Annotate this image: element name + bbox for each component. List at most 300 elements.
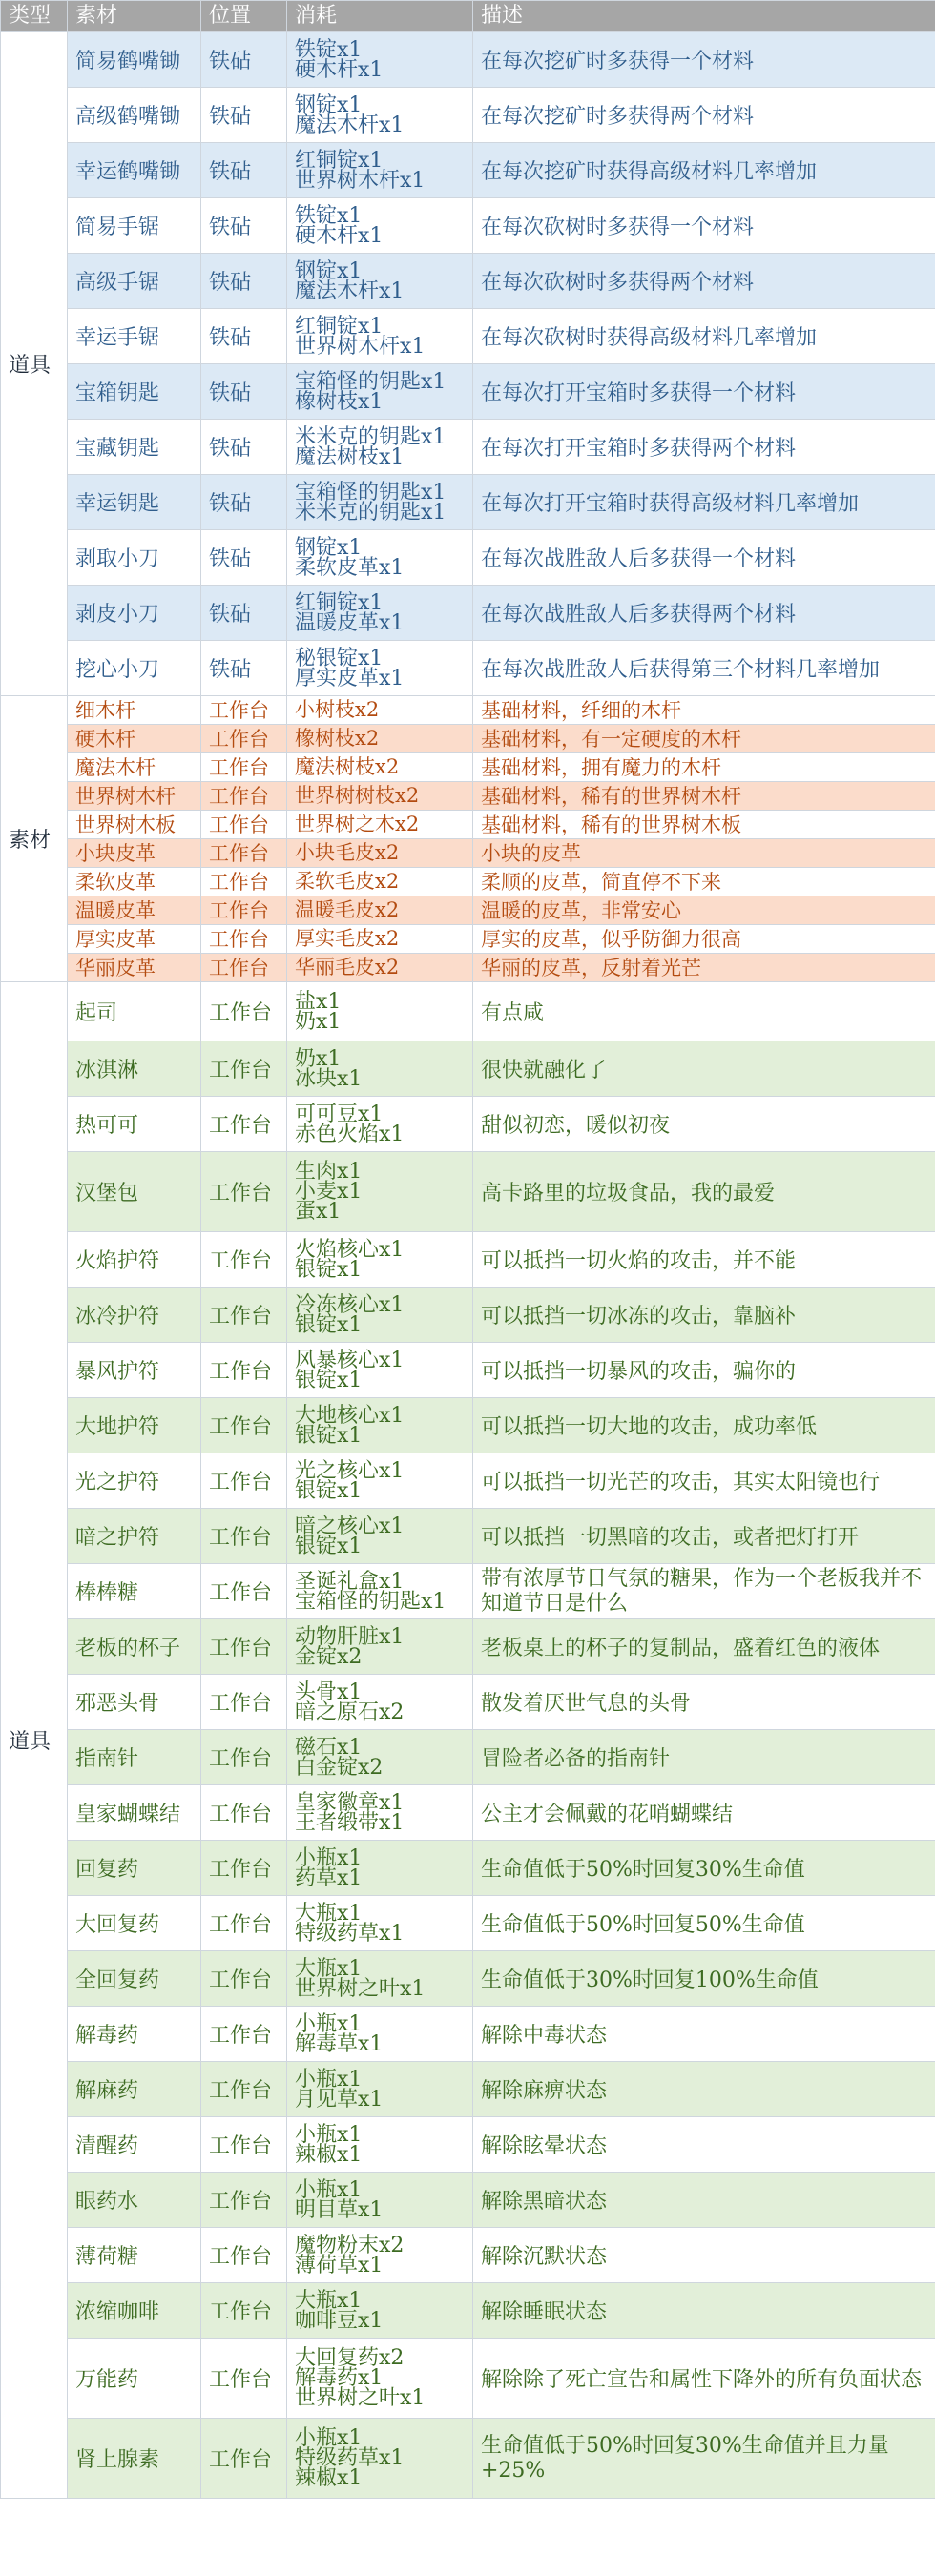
cost-line: 大瓶x1 — [295, 1901, 363, 1926]
item-description: 散发着厌世气息的头骨 — [473, 1675, 935, 1730]
cost-line: 磁石x1 — [295, 1735, 363, 1760]
item-cost — [287, 530, 473, 586]
item-location: 铁砧 — [201, 586, 287, 641]
item-cost — [287, 1453, 473, 1509]
item-name: 硬木杆 — [68, 725, 201, 753]
item-description: 基础材料，有一定硬度的木杆 — [473, 725, 935, 753]
cost-line: 魔法木杆x1 — [295, 113, 405, 137]
cost-line: 小瓶x1 — [295, 2067, 363, 2092]
item-cost — [287, 198, 473, 254]
table-row — [1, 1343, 935, 1398]
table-row — [1, 32, 935, 88]
item-cost — [287, 925, 473, 954]
item-location: 工作台 — [201, 811, 287, 839]
table-row — [1, 143, 935, 198]
item-location: 工作台 — [201, 1785, 287, 1841]
item-cost — [287, 1288, 473, 1343]
table-row — [1, 309, 935, 364]
item-description: 可以抵挡一切黑暗的攻击，或者把灯打开 — [473, 1509, 935, 1564]
item-location: 工作台 — [201, 896, 287, 925]
item-description: 在每次砍树时多获得一个材料 — [473, 198, 935, 254]
cost-line: 小瓶x1 — [295, 2011, 363, 2036]
item-name: 火焰护符 — [68, 1232, 201, 1288]
item-name: 华丽皮革 — [68, 954, 201, 982]
item-location: 工作台 — [201, 1619, 287, 1675]
table-row — [1, 586, 935, 641]
item-description: 基础材料，稀有的世界树木杆 — [473, 782, 935, 811]
table-row — [1, 1951, 935, 2007]
cost-line: 秘银锭x1 — [295, 646, 384, 670]
item-name: 暗之护符 — [68, 1509, 201, 1564]
item-cost — [287, 753, 473, 782]
item-cost — [287, 1509, 473, 1564]
cost-line: 小麦x1 — [295, 1180, 363, 1204]
item-description: 在每次战胜敌人后多获得一个材料 — [473, 530, 935, 586]
cost-line: 宝箱怪的钥匙x1 — [295, 1589, 447, 1614]
item-cost — [287, 2339, 473, 2419]
item-location: 铁砧 — [201, 198, 287, 254]
item-name: 汉堡包 — [68, 1152, 201, 1232]
item-name: 浓缩咖啡 — [68, 2283, 201, 2339]
cost-line: 可可豆x1 — [295, 1102, 384, 1126]
item-location: 工作台 — [201, 725, 287, 753]
item-description: 可以抵挡一切火焰的攻击，并不能 — [473, 1232, 935, 1288]
item-location: 工作台 — [201, 696, 287, 725]
item-location: 工作台 — [201, 1152, 287, 1232]
item-location: 工作台 — [201, 2062, 287, 2117]
item-name: 薄荷糖 — [68, 2228, 201, 2283]
item-cost — [287, 839, 473, 868]
cost-line: 红铜锭x1 — [295, 590, 384, 615]
item-cost — [287, 1675, 473, 1730]
item-location: 铁砧 — [201, 420, 287, 475]
item-location: 工作台 — [201, 1232, 287, 1288]
item-location: 工作台 — [201, 982, 287, 1041]
table-row — [1, 1675, 935, 1730]
cost-line: 小瓶x1 — [295, 2122, 363, 2147]
item-name: 冰冷护符 — [68, 1288, 201, 1343]
item-name: 宝箱钥匙 — [68, 364, 201, 420]
cost-line: 赤色火焰x1 — [295, 1122, 405, 1146]
cost-line: 橡树枝x1 — [295, 389, 384, 414]
item-description: 在每次砍树时多获得两个材料 — [473, 254, 935, 309]
item-location: 工作台 — [201, 1288, 287, 1343]
item-name: 回复药 — [68, 1841, 201, 1896]
cost-line: 宝箱怪的钥匙x1 — [295, 480, 447, 505]
table-row — [1, 2117, 935, 2173]
cost-line: 温暖毛皮x2 — [295, 898, 400, 921]
item-location: 铁砧 — [201, 475, 287, 530]
cost-line: 特级药草x1 — [295, 2446, 405, 2470]
item-location: 工作台 — [201, 2283, 287, 2339]
item-cost — [287, 896, 473, 925]
item-location: 铁砧 — [201, 530, 287, 586]
cost-line: 小瓶x1 — [295, 1845, 363, 1870]
cost-line: 冷冻核心x1 — [295, 1292, 405, 1317]
item-cost — [287, 1398, 473, 1453]
item-cost — [287, 254, 473, 309]
item-description: 基础材料，拥有魔力的木杆 — [473, 753, 935, 782]
item-location: 工作台 — [201, 1951, 287, 2007]
item-cost — [287, 2173, 473, 2228]
cost-line: 大地核心x1 — [295, 1403, 405, 1428]
item-cost — [287, 1041, 473, 1097]
item-name: 幸运手锯 — [68, 309, 201, 364]
header-type: 类型 — [1, 1, 68, 32]
item-description: 可以抵挡一切暴风的攻击，骗你的 — [473, 1343, 935, 1398]
item-location: 工作台 — [201, 925, 287, 954]
category-cell: 素材 — [1, 696, 68, 982]
item-location: 工作台 — [201, 2339, 287, 2419]
cost-line: 药草x1 — [295, 1865, 363, 1890]
item-description: 解除中毒状态 — [473, 2007, 935, 2062]
table-row — [1, 2173, 935, 2228]
table-row — [1, 1097, 935, 1152]
item-cost — [287, 2062, 473, 2117]
item-cost — [287, 696, 473, 725]
table-row — [1, 475, 935, 530]
cost-line: 柔软毛皮x2 — [295, 870, 400, 893]
item-location: 铁砧 — [201, 254, 287, 309]
cost-line: 光之核心x1 — [295, 1458, 405, 1483]
cost-line: 冰块x1 — [295, 1066, 363, 1091]
cost-line: 铁锭x1 — [295, 203, 363, 228]
cost-line: 暗之原石x2 — [295, 1700, 405, 1724]
table-row — [1, 1841, 935, 1896]
cost-line: 魔法树枝x1 — [295, 444, 405, 469]
table-row — [1, 88, 935, 143]
item-location: 工作台 — [201, 1730, 287, 1785]
cost-line: 柔软皮革x1 — [295, 555, 405, 580]
item-description: 可以抵挡一切光芒的攻击，其实太阳镜也行 — [473, 1453, 935, 1509]
item-name: 热可可 — [68, 1097, 201, 1152]
cost-line: 温暖皮革x1 — [295, 610, 405, 635]
item-cost — [287, 1343, 473, 1398]
item-location: 工作台 — [201, 1896, 287, 1951]
item-location: 工作台 — [201, 839, 287, 868]
item-location: 工作台 — [201, 1398, 287, 1453]
cost-line: 明目草x1 — [295, 2197, 384, 2222]
table-row — [1, 896, 935, 925]
cost-line: 红铜锭x1 — [295, 148, 384, 173]
cost-line: 钢锭x1 — [295, 258, 363, 283]
cost-line: 大瓶x1 — [295, 2288, 363, 2313]
cost-line: 头骨x1 — [295, 1680, 363, 1704]
item-name: 简易手锯 — [68, 198, 201, 254]
cost-line: 魔物粉末x2 — [295, 2233, 405, 2257]
item-cost — [287, 2228, 473, 2283]
item-description: 在每次打开宝箱时多获得两个材料 — [473, 420, 935, 475]
cost-line: 硬木杆x1 — [295, 223, 384, 248]
table-row — [1, 753, 935, 782]
item-location: 工作台 — [201, 2117, 287, 2173]
item-description: 生命值低于50%时回复30%生命值 — [473, 1841, 935, 1896]
cost-line: 宝箱怪的钥匙x1 — [295, 369, 447, 394]
item-cost — [287, 954, 473, 982]
cost-line: 奶x1 — [295, 1009, 342, 1034]
table-row — [1, 364, 935, 420]
table-row — [1, 811, 935, 839]
item-name: 简易鹤嘴锄 — [68, 32, 201, 88]
item-cost — [287, 1951, 473, 2007]
cost-line: 银锭x1 — [295, 1423, 363, 1448]
item-description: 甜似初恋，暖似初夜 — [473, 1097, 935, 1152]
item-name: 指南针 — [68, 1730, 201, 1785]
cost-line: 银锭x1 — [295, 1312, 363, 1337]
item-cost — [287, 2117, 473, 2173]
item-description: 有点咸 — [473, 982, 935, 1041]
item-name: 暴风护符 — [68, 1343, 201, 1398]
item-description: 厚实的皮革，似乎防御力很高 — [473, 925, 935, 954]
cost-line: 银锭x1 — [295, 1257, 363, 1282]
item-description: 基础材料，稀有的世界树木板 — [473, 811, 935, 839]
item-name: 高级鹤嘴锄 — [68, 88, 201, 143]
table-row — [1, 839, 935, 868]
table-row — [1, 1152, 935, 1232]
header-cost: 消耗 — [287, 1, 473, 32]
item-cost — [287, 1896, 473, 1951]
item-name: 万能药 — [68, 2339, 201, 2419]
item-cost — [287, 2283, 473, 2339]
cost-line: 钢锭x1 — [295, 535, 363, 560]
table-row — [1, 982, 935, 1041]
item-cost — [287, 811, 473, 839]
item-description: 很快就融化了 — [473, 1041, 935, 1097]
cost-line: 辣椒x1 — [295, 2466, 363, 2490]
item-cost — [287, 1841, 473, 1896]
item-description: 生命值低于30%时回复100%生命值 — [473, 1951, 935, 2007]
table-row — [1, 420, 935, 475]
item-name: 宝藏钥匙 — [68, 420, 201, 475]
table-row — [1, 1730, 935, 1785]
item-name: 解毒药 — [68, 2007, 201, 2062]
header-location: 位置 — [201, 1, 287, 32]
item-name: 高级手锯 — [68, 254, 201, 309]
item-location: 工作台 — [201, 1564, 287, 1619]
cost-line: 华丽毛皮x2 — [295, 956, 400, 979]
table-row — [1, 198, 935, 254]
item-description: 公主才会佩戴的花哨蝴蝶结 — [473, 1785, 935, 1841]
cost-line: 铁锭x1 — [295, 37, 363, 62]
item-location: 工作台 — [201, 1509, 287, 1564]
cost-line: 硬木杆x1 — [295, 57, 384, 82]
cost-line: 月见草x1 — [295, 2087, 384, 2112]
cost-line: 世界树之木x2 — [295, 813, 420, 835]
table-row — [1, 530, 935, 586]
item-location: 工作台 — [201, 1041, 287, 1097]
table-row — [1, 641, 935, 696]
item-name: 挖心小刀 — [68, 641, 201, 696]
item-description: 带有浓厚节日气氛的糖果，作为一个老板我并不知道节日是什么 — [473, 1564, 935, 1619]
item-name: 小块皮革 — [68, 839, 201, 868]
item-cost — [287, 1097, 473, 1152]
cost-line: 米米克的钥匙x1 — [295, 424, 447, 449]
table-row — [1, 1232, 935, 1288]
cost-line: 世界树木杆x1 — [295, 334, 426, 359]
table-row — [1, 1288, 935, 1343]
item-description: 解除眩晕状态 — [473, 2117, 935, 2173]
item-location: 工作台 — [201, 2228, 287, 2283]
item-description: 在每次打开宝箱时获得高级材料几率增加 — [473, 475, 935, 530]
table-row — [1, 925, 935, 954]
cost-line: 厚实毛皮x2 — [295, 927, 400, 950]
cost-line: 圣诞礼盒x1 — [295, 1569, 405, 1594]
item-description: 柔顺的皮革，简直停不下来 — [473, 868, 935, 896]
cost-line: 银锭x1 — [295, 1478, 363, 1503]
cost-line: 米米克的钥匙x1 — [295, 500, 447, 525]
cost-line: 皇家徽章x1 — [295, 1790, 405, 1815]
category-cell: 道具 — [1, 32, 68, 696]
item-location: 工作台 — [201, 782, 287, 811]
cost-line: 钢锭x1 — [295, 93, 363, 117]
item-name: 柔软皮革 — [68, 868, 201, 896]
item-name: 冰淇淋 — [68, 1041, 201, 1097]
item-cost — [287, 982, 473, 1041]
cost-line: 银锭x1 — [295, 1368, 363, 1392]
table-row — [1, 696, 935, 725]
item-name: 眼药水 — [68, 2173, 201, 2228]
cost-line: 生肉x1 — [295, 1160, 363, 1184]
item-name: 剥取小刀 — [68, 530, 201, 586]
item-name: 剥皮小刀 — [68, 586, 201, 641]
item-location: 工作台 — [201, 2007, 287, 2062]
header-material: 素材 — [68, 1, 201, 32]
cost-line: 咖啡豆x1 — [295, 2308, 384, 2333]
cost-line: 魔法木杆x1 — [295, 278, 405, 303]
cost-line: 橡树枝x2 — [295, 727, 380, 750]
item-description: 解除黑暗状态 — [473, 2173, 935, 2228]
item-description: 在每次挖矿时多获得两个材料 — [473, 88, 935, 143]
cost-line: 大回复药x2 — [295, 2346, 405, 2370]
item-name: 全回复药 — [68, 1951, 201, 2007]
item-location: 工作台 — [201, 1097, 287, 1152]
item-description: 基础材料，纤细的木杆 — [473, 696, 935, 725]
item-name: 解麻药 — [68, 2062, 201, 2117]
item-description: 生命值低于50%时回复50%生命值 — [473, 1896, 935, 1951]
item-description: 冒险者必备的指南针 — [473, 1730, 935, 1785]
cost-line: 魔法树枝x2 — [295, 755, 400, 778]
item-name: 细木杆 — [68, 696, 201, 725]
cost-line: 辣椒x1 — [295, 2142, 363, 2167]
cost-line: 小树枝x2 — [295, 698, 380, 721]
item-name: 肾上腺素 — [68, 2419, 201, 2499]
item-description: 华丽的皮革，反射着光芒 — [473, 954, 935, 982]
item-location: 铁砧 — [201, 364, 287, 420]
item-location: 铁砧 — [201, 143, 287, 198]
table-row — [1, 2339, 935, 2419]
item-name: 皇家蝴蝶结 — [68, 1785, 201, 1841]
item-cost — [287, 586, 473, 641]
table-row — [1, 1896, 935, 1951]
cost-line: 盐x1 — [295, 989, 342, 1014]
cost-line: 王者缎带x1 — [295, 1810, 405, 1835]
table-row — [1, 1509, 935, 1564]
item-description: 小块的皮革 — [473, 839, 935, 868]
table-row — [1, 2062, 935, 2117]
item-cost — [287, 1619, 473, 1675]
item-description: 在每次挖矿时多获得一个材料 — [473, 32, 935, 88]
table-row — [1, 2007, 935, 2062]
item-cost — [287, 868, 473, 896]
cost-line: 火焰核心x1 — [295, 1237, 405, 1262]
category-cell: 道具 — [1, 982, 68, 2499]
table-row — [1, 1453, 935, 1509]
item-name: 光之护符 — [68, 1453, 201, 1509]
item-location: 工作台 — [201, 868, 287, 896]
item-description: 在每次战胜敌人后多获得两个材料 — [473, 586, 935, 641]
item-cost — [287, 32, 473, 88]
item-description: 在每次战胜敌人后获得第三个材料几率增加 — [473, 641, 935, 696]
item-cost — [287, 420, 473, 475]
item-description: 高卡路里的垃圾食品，我的最爱 — [473, 1152, 935, 1232]
cost-line: 薄荷草x1 — [295, 2253, 384, 2277]
item-name: 棒棒糖 — [68, 1564, 201, 1619]
header-description: 描述 — [473, 1, 935, 32]
item-name: 老板的杯子 — [68, 1619, 201, 1675]
item-name: 幸运钥匙 — [68, 475, 201, 530]
item-location: 铁砧 — [201, 309, 287, 364]
item-location: 工作台 — [201, 1453, 287, 1509]
table-row — [1, 1619, 935, 1675]
table-row — [1, 2283, 935, 2339]
cost-line: 红铜锭x1 — [295, 314, 384, 339]
cost-line: 金锭x2 — [295, 1644, 363, 1669]
item-description: 解除除了死亡宣告和属性下降外的所有负面状态 — [473, 2339, 935, 2419]
table-row — [1, 1564, 935, 1619]
item-name: 温暖皮革 — [68, 896, 201, 925]
item-cost — [287, 725, 473, 753]
item-cost — [287, 309, 473, 364]
item-cost — [287, 364, 473, 420]
item-location: 工作台 — [201, 2419, 287, 2499]
item-description: 在每次砍树时获得高级材料几率增加 — [473, 309, 935, 364]
item-location: 铁砧 — [201, 32, 287, 88]
cost-line: 小瓶x1 — [295, 2177, 363, 2202]
table-row — [1, 954, 935, 982]
item-name: 起司 — [68, 982, 201, 1041]
cost-line: 银锭x1 — [295, 1534, 363, 1558]
item-location: 工作台 — [201, 954, 287, 982]
item-cost — [287, 2007, 473, 2062]
cost-line: 世界树之叶x1 — [295, 2386, 426, 2410]
item-description: 在每次打开宝箱时多获得一个材料 — [473, 364, 935, 420]
item-location: 工作台 — [201, 1675, 287, 1730]
item-cost — [287, 1152, 473, 1232]
table-row — [1, 1041, 935, 1097]
item-name: 世界树木杆 — [68, 782, 201, 811]
cost-line: 风暴核心x1 — [295, 1348, 405, 1372]
item-description: 解除麻痹状态 — [473, 2062, 935, 2117]
item-cost — [287, 143, 473, 198]
cost-line: 世界树木杆x1 — [295, 168, 426, 193]
item-description: 解除沉默状态 — [473, 2228, 935, 2283]
item-name: 魔法木杆 — [68, 753, 201, 782]
item-cost — [287, 1564, 473, 1619]
item-location: 铁砧 — [201, 88, 287, 143]
item-name: 邪恶头骨 — [68, 1675, 201, 1730]
item-name: 清醒药 — [68, 2117, 201, 2173]
table-row — [1, 782, 935, 811]
item-cost — [287, 1730, 473, 1785]
item-name: 大回复药 — [68, 1896, 201, 1951]
cost-line: 奶x1 — [295, 1046, 342, 1071]
header-row — [1, 1, 935, 32]
cost-line: 特级药草x1 — [295, 1921, 405, 1946]
item-description: 在每次挖矿时获得高级材料几率增加 — [473, 143, 935, 198]
item-description: 解除睡眠状态 — [473, 2283, 935, 2339]
item-cost — [287, 1232, 473, 1288]
item-cost — [287, 1785, 473, 1841]
